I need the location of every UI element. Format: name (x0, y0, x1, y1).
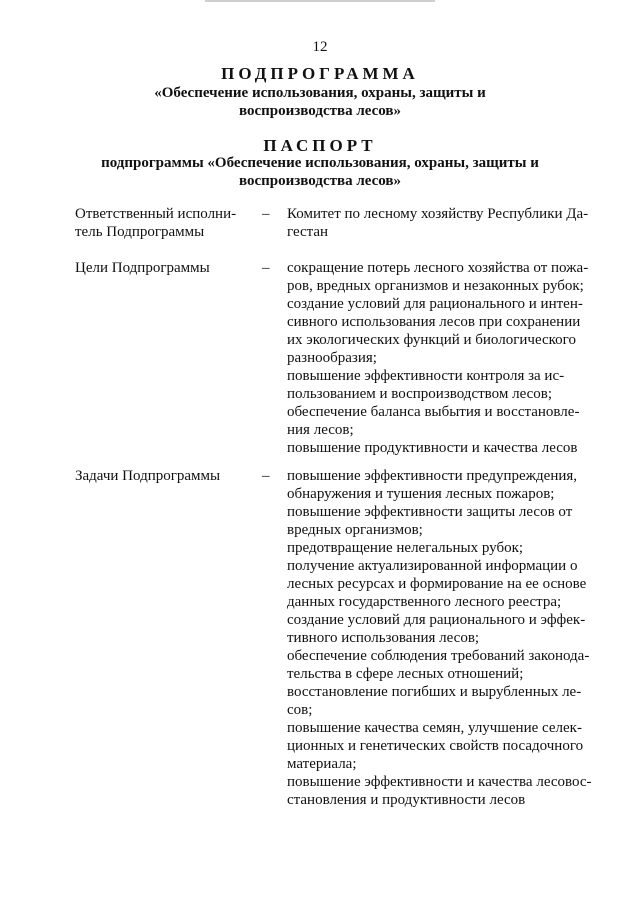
row-value-line: лесных ресурсах и формирование на ее основе (287, 576, 587, 592)
top-scan-edge-line (205, 0, 435, 2)
row-value-line: становления и продуктивности лесов (287, 792, 526, 808)
row-value (287, 467, 597, 809)
row-value-line: создание условий для рационального и интен- (287, 296, 583, 312)
row-value-line: разнообразия; (287, 350, 377, 366)
row-value-line: обнаружения и тушения лесных пожаров; (287, 486, 555, 502)
row-label-line: тель Подпрограммы (75, 224, 205, 240)
row-dash: – (262, 206, 270, 222)
row-value-line: сивного использования лесов при сохранении (287, 314, 581, 330)
row-value-line: получение актуализированной информации о (287, 558, 578, 574)
subprogram-subtitle-line-1: «Обеспечение использования, охраны, защиты и (154, 85, 486, 101)
row-value-line: Комитет по лесному хозяйству Республики Да- (287, 206, 589, 222)
row-value (287, 205, 597, 241)
row-value-line: повышение эффективности и качества лесовос- (287, 774, 592, 790)
row-label-line: Цели Подпрограммы (75, 260, 210, 276)
row-dash: – (262, 260, 270, 276)
row-value-line: тельства в сфере лесных отношений; (287, 666, 524, 682)
row-value-line: ционных и генетических свойств посадочного (287, 738, 584, 754)
subprogram-subtitle (0, 84, 640, 120)
row-value-line: пользованием и воспроизводством лесов; (287, 386, 553, 402)
row-value-line: повышение качества семян, улучшение селек- (287, 720, 582, 736)
passport-subtitle (0, 154, 640, 190)
row-value-line: повышение продуктивности и качества лесов (287, 440, 578, 456)
row-value-line: сокращение потерь лесного хозяйства от пожа- (287, 260, 589, 276)
row-value-line: тивного использования лесов; (287, 630, 480, 646)
row-value-line: повышение эффективности защиты лесов от (287, 504, 573, 520)
row-value-line: данных государственного лесного реестра; (287, 594, 562, 610)
row-value-line: обеспечение баланса выбытия и восстановле- (287, 404, 580, 420)
passport-subtitle-line-1: подпрограммы «Обеспечение использования, охраны, защиты и (101, 155, 539, 171)
row-label-line: Ответственный исполни- (75, 206, 237, 222)
row-value-line: предотвращение нелегальных рубок; (287, 540, 524, 556)
row-label-line: Задачи Подпрограммы (75, 468, 221, 484)
row-value-line: их экологических функций и биологического (287, 332, 576, 348)
row-value-line: повышение эффективности контроля за ис- (287, 368, 565, 384)
page-number: 12 (312, 39, 328, 55)
row-value-line: материала; (287, 756, 357, 772)
row-label (75, 205, 255, 241)
row-dash: – (262, 468, 270, 484)
row-value-line: вредных организмов; (287, 522, 423, 538)
row-value-line: ния лесов; (287, 422, 354, 438)
subprogram-subtitle-line-2: воспроизводства лесов» (239, 103, 401, 119)
row-value-line: обеспечение соблюдения требований законода- (287, 648, 590, 664)
subprogram-title: ПОДПРОГРАММА (221, 64, 419, 83)
row-value-line: гестан (287, 224, 329, 240)
passport-title: ПАСПОРТ (263, 136, 377, 155)
row-value (287, 259, 597, 457)
row-label (75, 259, 255, 277)
row-value-line: восстановление погибших и вырубленных ле- (287, 684, 582, 700)
row-value-line: сов; (287, 702, 313, 718)
passport-subtitle-line-2: воспроизводства лесов» (239, 173, 401, 189)
row-value-line: повышение эффективности предупреждения, (287, 468, 578, 484)
row-value-line: создание условий для рационального и эффек- (287, 612, 586, 628)
row-value-line: ров, вредных организмов и незаконных рубок; (287, 278, 584, 294)
row-label (75, 467, 255, 485)
